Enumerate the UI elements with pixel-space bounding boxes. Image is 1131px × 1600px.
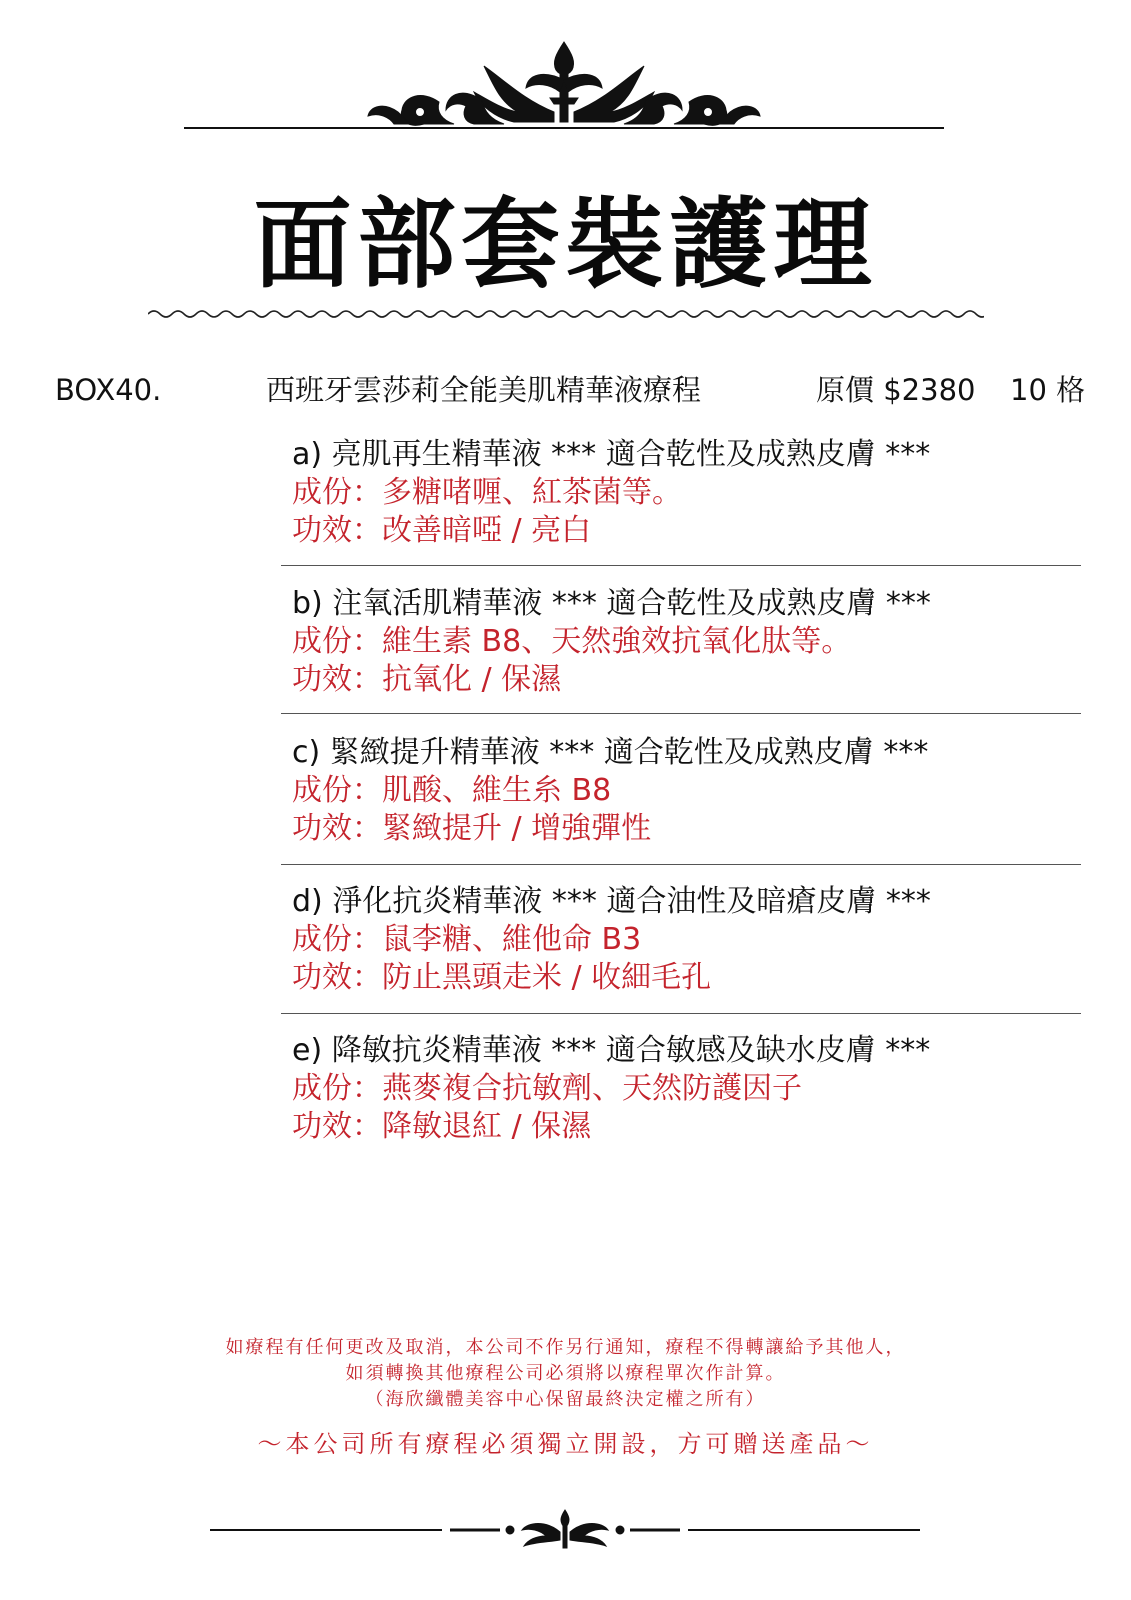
list-item — [292, 883, 1082, 997]
item-ingredients: 成份：燕麥複合抗敏劑、天然防護因子 — [292, 1071, 802, 1106]
item-ingredients: 成份：肌酸、維生糸 B8 — [292, 773, 612, 808]
item-ingredients: 成份：維生素 B8、天然強效抗氧化肽等。 — [292, 624, 852, 659]
package-price: 原價 $2380 — [816, 373, 976, 407]
item-effects: 功效：緊緻提升 / 增強彈性 — [292, 811, 652, 846]
item-effects: 功效：改善暗啞 / 亮白 — [292, 513, 592, 548]
item-divider — [281, 565, 1081, 566]
list-item — [292, 585, 1082, 699]
item-title: b) 注氧活肌精華液 *** 適合乾性及成熟皮膚 *** — [292, 586, 931, 621]
item-effects: 功效：防止黑頭走米 / 收細毛孔 — [292, 960, 712, 995]
item-title: c) 緊緻提升精華液 *** 適合乾性及成熟皮膚 *** — [292, 735, 929, 770]
terms-line-3: （海欣纖體美容中心保留最終決定權之所有） — [365, 1389, 766, 1410]
item-title: e) 降敏抗炎精華液 *** 適合敏感及缺水皮膚 *** — [292, 1033, 931, 1068]
terms-notes — [0, 1335, 1131, 1461]
package-code: BOX40. — [55, 373, 162, 407]
item-divider — [281, 864, 1081, 865]
item-title: a) 亮肌再生精華液 *** 適合乾性及成熟皮膚 *** — [292, 437, 931, 472]
terms-highlight: ～本公司所有療程必須獨立開設，方可贈送產品～ — [257, 1430, 874, 1458]
package-slots: 10 格 — [1010, 373, 1086, 407]
terms-line-1: 如療程有任何更改及取消，本公司不作另行通知，療程不得轉讓給予其他人， — [225, 1337, 906, 1358]
item-ingredients: 成份：多糖啫喱、紅茶菌等。 — [292, 475, 682, 510]
list-item — [292, 1032, 1082, 1146]
item-divider — [281, 713, 1081, 714]
item-divider — [281, 1013, 1081, 1014]
item-effects: 功效：抗氧化 / 保濕 — [292, 662, 562, 697]
wavy-divider — [148, 306, 984, 322]
terms-line-2: 如須轉換其他療程公司必須將以療程單次作計算。 — [345, 1363, 786, 1384]
list-item — [292, 436, 1082, 550]
list-item — [292, 734, 1082, 848]
package-name: 西班牙雲莎莉全能美肌精華液療程 — [266, 373, 702, 407]
item-ingredients: 成份：鼠李糖、維他命 B3 — [292, 922, 642, 957]
flourish-ornament-icon — [184, 40, 944, 140]
item-title: d) 淨化抗炎精華液 *** 適合油性及暗瘡皮膚 *** — [292, 884, 931, 919]
item-effects: 功效：降敏退紅 / 保濕 — [292, 1109, 592, 1144]
page-title: 面部套裝護理 — [253, 188, 878, 302]
small-flourish-icon — [210, 1506, 920, 1556]
